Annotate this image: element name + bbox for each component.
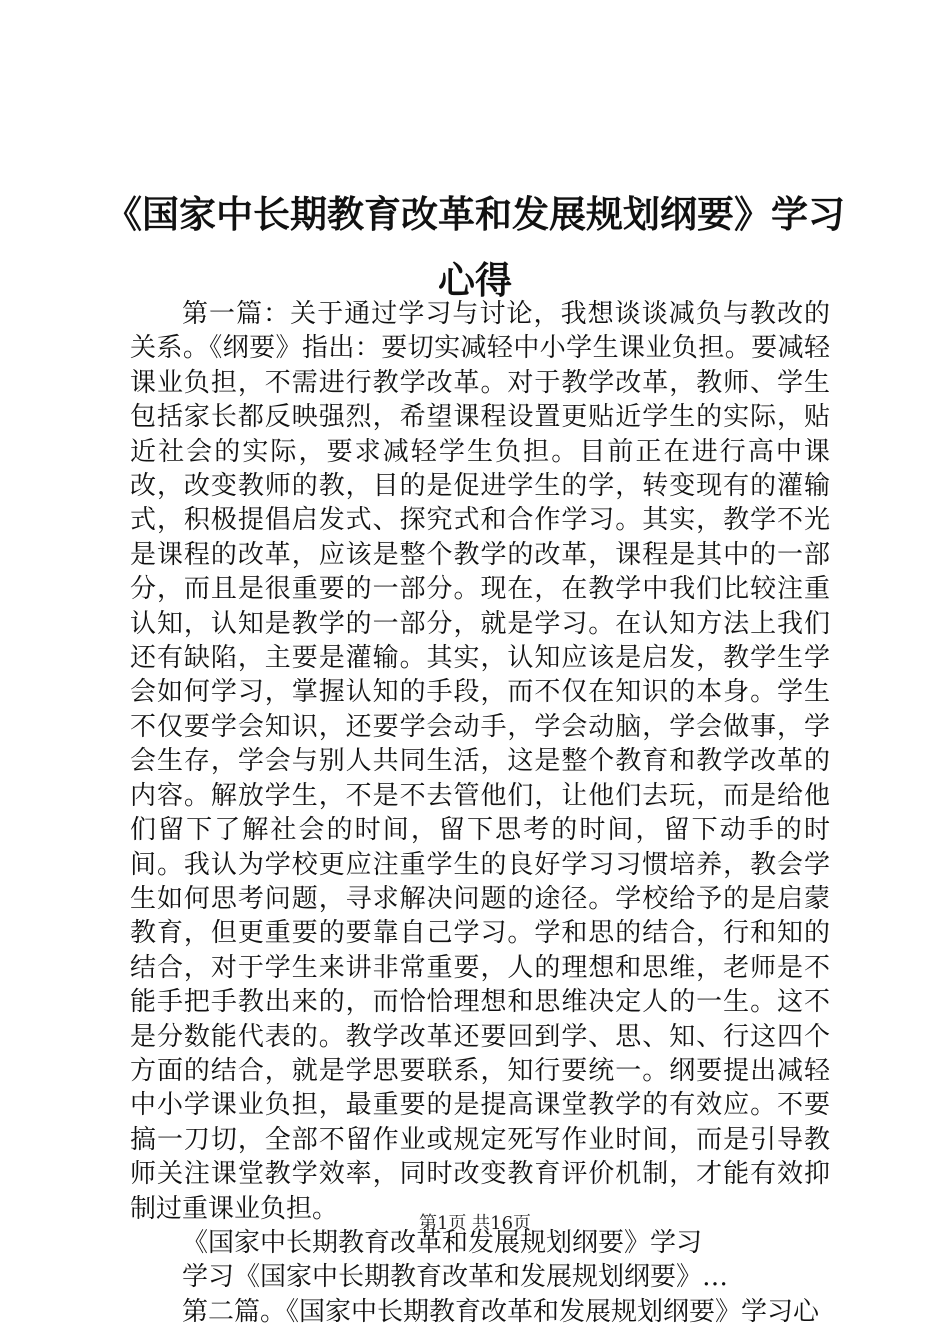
document-title: 《国家中长期教育改革和发展规划纲要》学习心得 [105,193,845,302]
document-body [130,297,830,1329]
paragraph-first-essay: 第一篇：关于通过学习与讨论，我想谈谈减负与教改的关系。《纲要》指出：要切实减轻中小学生课业负担。要减轻课业负担，不需进行教学改革。对于教学改革，教师、学生包括家长都反映强烈，希望课程设置更贴近学生的实际，贴近社会的实际，要求减轻学生负担。目前正在进行高中课改，改变教师的教，目的是促进学生的学，转变现有的灌输式，积极提倡启发式、探究式和合作学习。其实，教学不光是课程的改革，应该是整个教学的改革，课程是其中的一部分，而且是很重要的一部分。现在，在教学中我们比较注重认知，认知是教学的一部分，就是学习。在认知方法上我们还有缺陷，主要是灌输。其实，认知应该是启发，教学生学会如何学习，掌握认知的手段，而不仅在知识的本身。学生不仅要学会知识，还要学会动手，学会动脑，学会做事，学会生存，学会与别人共同生活，这是整个教育和教学改革的内容。解放学生，不是不去管他们，让他们去玩，而是给他们留下了解社会的时间，留下思考的时间，留下动手的时间。我认为学校更应注重学生的良好学习习惯培养，教会学生如何思考问题，寻求解决问题的途径。学校给予的是启蒙教育，但更重要的要靠自己学习。学和思的结合，行和知的结合，对于学生来讲非常重要，人的理想和思维，老师是不能手把手教出来的，而恰恰理想和思维决定人的一生。这不是分数能代表的。教学改革还要回到学、思、知、行这四个方面的结合，就是学思要联系，知行要统一。纲要提出减轻中小学课业负担，最重要的是提高课堂教学的有效应。不要搞一刀切，全部不留作业或规定死写作业时间，而是引导教师关注课堂教学效率，同时改变教育评价机制，才能有效抑制过重课业负担。 [130,299,830,1224]
related-link-2[interactable]: 学习《国家中长期教育改革和发展规划纲要》… [182,1262,729,1293]
related-link-1[interactable]: 《国家中长期教育改革和发展规划纲要》学习 [182,1227,703,1258]
paragraph-second-essay: 第二篇。《国家中长期教育改革和发展规划纲要》学习心 [182,1296,820,1327]
page-indicator: 第1页 共16页 [418,1213,532,1234]
